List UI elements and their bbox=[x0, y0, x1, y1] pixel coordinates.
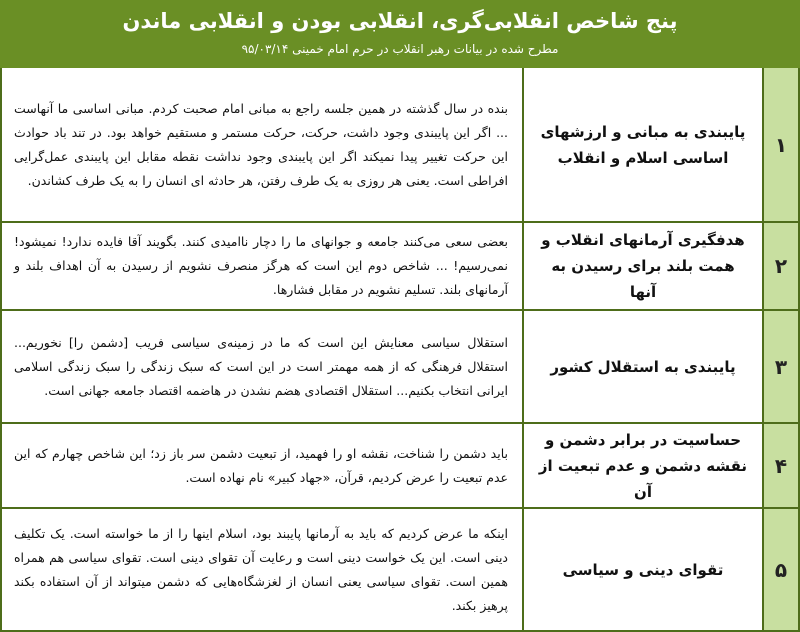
table-row bbox=[2, 309, 798, 422]
row-number-text: ۲ bbox=[774, 254, 788, 278]
table-row bbox=[2, 507, 798, 630]
row-label bbox=[522, 223, 762, 309]
row-label bbox=[522, 424, 762, 507]
row-number bbox=[762, 424, 798, 507]
page-title: پنج شاخص انقلابی‌گری، انقلابی بودن و انقلابی ماندن bbox=[122, 9, 678, 33]
row-number-text: ۴ bbox=[774, 453, 788, 478]
row-label-text: تقوای دینی و سیاسی bbox=[562, 560, 724, 579]
table-row bbox=[2, 422, 798, 507]
table-row bbox=[2, 68, 798, 221]
row-description-text: بنده در سال گذشته در همین جلسه راجع به مبانی امام صحبت کردم. مبانی اساسی ما آنهاست ... اگر این پایبندی وجود داشت، حرکت، حرکت مستمر و مستقیم خواهد بود. در تند باد حوادث این حرکت تغییر پیدا نمیکند اگر این پایبندی وجود نداشت نقطه مقابل این پایبندی عمل‌گرایی افراطی است. یعنی هر روزی به یک طرف رفتن، هر حادثه ای انسان را به یک طرف کشاندن. bbox=[14, 100, 508, 188]
row-label-text: هدفگیری آرمانهای انقلاب و همت بلند برای رسیدن به آنها bbox=[541, 231, 745, 301]
row-description-text: اینکه ما عرض کردیم که باید به آرمانها پایبند بود، اسلام اینها را از ما خواسته است. یک تکلیف دینی است. این یک خواست دینی است و رعایت آن تقوای دینی است. تقوای سیاسی هم همراه همین است. تقوای سیاسی یعنی انسان از لغزشگاه‌هایی که دشمن میتواند از آن استفاده بکند پرهیز بکند. bbox=[14, 525, 508, 613]
row-label bbox=[522, 509, 762, 630]
row-label bbox=[522, 68, 762, 221]
row-number-text: ۳ bbox=[774, 354, 788, 379]
row-description bbox=[2, 311, 522, 422]
row-label-text: پایبندی به استقلال کشور bbox=[550, 357, 736, 376]
row-label-text: حساسیت در برابر دشمن و نقشه دشمن و عدم تبعیت از آن bbox=[538, 430, 748, 501]
indicators-table bbox=[0, 68, 800, 632]
row-description bbox=[2, 68, 522, 221]
row-description-text: باید دشمن را شناخت، نقشه او را فهمید، از تبعیت دشمن سر باز زد؛ این شاخص چهارم که این عدم تبعیت را عرض کردیم، قرآن، «جهاد کبیر» نام نهاده است. bbox=[14, 445, 508, 485]
row-label-text: پایبندی به مبانی و ارزشهای اساسی اسلام و انقلاب bbox=[540, 122, 746, 167]
row-description-text: استقلال سیاسی معنایش این است که ما در زمینه‌ی سیاسی فریب [دشمن را] نخوریم... استقلال فرهنگی که از همه مهمتر است در این است که سبک زندگی را سبک زندگی اسلامی ایرانی انتخاب بکنیم... استقلال اقتصادی هضم نشدن در هاضمه اقتصاد جامعه جهانی است. bbox=[14, 334, 508, 398]
row-label bbox=[522, 311, 762, 422]
row-description bbox=[2, 509, 522, 630]
row-number bbox=[762, 509, 798, 630]
row-description-text: بعضی سعی می‌کنند جامعه و جوانهای ما را دچار ناامیدی کنند. بگویند آقا فایده ندارد! نمیشود! نمی‌رسیم! ... شاخص دوم این است که هرگز منصرف نشویم از رسیدن به آن اهداف بلند و آرمانهای بلند. تسلیم نشویم در مقابل فشارها. bbox=[14, 234, 508, 297]
row-number-text: ۵ bbox=[774, 557, 788, 582]
row-number-text: ۱ bbox=[774, 132, 788, 157]
row-description bbox=[2, 223, 522, 309]
row-description bbox=[2, 424, 522, 507]
table-row bbox=[2, 221, 798, 309]
row-number bbox=[762, 68, 798, 221]
row-number bbox=[762, 311, 798, 422]
row-number bbox=[762, 223, 798, 309]
page-subtitle: مطرح شده در بیانات رهبر انقلاب در حرم امام خمینی ۹۵/۰۳/۱۴ bbox=[241, 42, 559, 56]
header-banner bbox=[0, 0, 800, 68]
